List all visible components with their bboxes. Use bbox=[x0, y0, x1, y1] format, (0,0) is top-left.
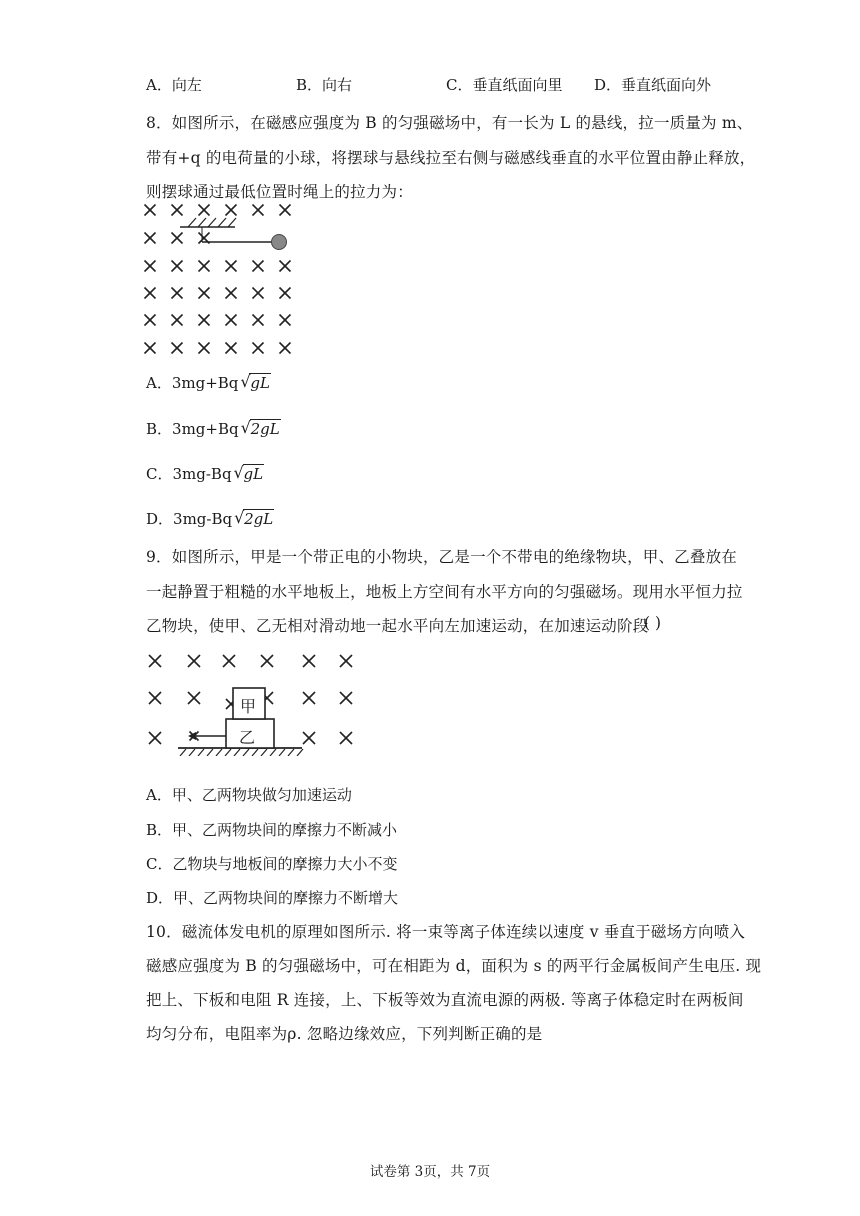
q8-option-d: D．3mg-Bq √ 2gL bbox=[146, 508, 274, 528]
q9-option-c: C．乙物块与地板间的摩擦力大小不变 bbox=[146, 855, 398, 873]
q10-stem-line-3: 把上、下板和电阻 R 连接，上、下板等效为直流电源的两极. 等离子体稳定时在两板间 bbox=[146, 991, 744, 1009]
q9-option-a: A．甲、乙两物块做匀加速运动 bbox=[146, 786, 352, 804]
q9-stem-line-1: 9．如图所示，甲是一个带正电的小物块，乙是一个不带电的绝缘物块，甲、乙叠放在 bbox=[146, 548, 737, 566]
q9-option-b: B．甲、乙两物块间的摩擦力不断减小 bbox=[146, 821, 398, 839]
q8-stem-line-1: 8．如图所示，在磁感应强度为 B 的匀强磁场中，有一长为 L 的悬线，拉一质量为 m、 bbox=[146, 114, 753, 132]
q8-option-b: B．3mg+Bq √ 2gL bbox=[146, 418, 280, 438]
q8-stem-line-3: 则摆球通过最低位置时绳上的拉力为： bbox=[146, 183, 413, 201]
q10-stem-line-4: 均匀分布，电阻率为ρ. 忽略边缘效应，下列判断正确的是 bbox=[146, 1025, 543, 1043]
page-footer: 试卷第 3页，共 7页 bbox=[369, 1164, 491, 1180]
q7-option-b: B．向右 bbox=[296, 76, 353, 94]
pendulum-ball bbox=[272, 235, 287, 250]
q7-option-d: D．垂直纸面向外 bbox=[594, 76, 712, 94]
q8-pendulum-figure bbox=[140, 198, 305, 360]
q10-stem-line-2: 磁感应强度为 B 的匀强磁场中，可在相距为 d，面积为 s 的两平行金属板间产生电压. 现 bbox=[146, 957, 762, 975]
q9-stem-line-3: 乙物块，使甲、乙无相对滑动地一起水平向左加速运动，在加速运动阶段 bbox=[146, 617, 649, 635]
q8-option-c: C．3mg-Bq √ gL bbox=[146, 463, 264, 483]
block-yi-label: 乙 bbox=[239, 728, 256, 747]
q7-option-a: A．向左 bbox=[146, 76, 202, 94]
q9-blocks-figure bbox=[140, 646, 365, 756]
q9-answer-bracket: ( ) bbox=[644, 614, 662, 632]
block-jia-label: 甲 bbox=[240, 697, 257, 716]
q7-option-c: C．垂直纸面向里 bbox=[446, 76, 563, 94]
q8-stem-line-2: 带有+q 的电荷量的小球，将摆球与悬线拉至右侧与磁感线垂直的水平位置由静止释放， bbox=[146, 149, 756, 167]
q9-option-d: D．甲、乙两物块间的摩擦力不断增大 bbox=[146, 889, 399, 907]
q8-option-a: A．3mg+Bq √ gL bbox=[146, 372, 270, 392]
q10-stem-line-1: 10．磁流体发电机的原理如图所示. 将一束等离子体连续以速度 v 垂直于磁场方向喷入 bbox=[146, 923, 746, 941]
q9-stem-line-2: 一起静置于粗糙的水平地板上，地板上方空间有水平方向的匀强磁场。现用水平恒力拉 bbox=[146, 583, 743, 601]
ground-hatch bbox=[180, 749, 303, 756]
